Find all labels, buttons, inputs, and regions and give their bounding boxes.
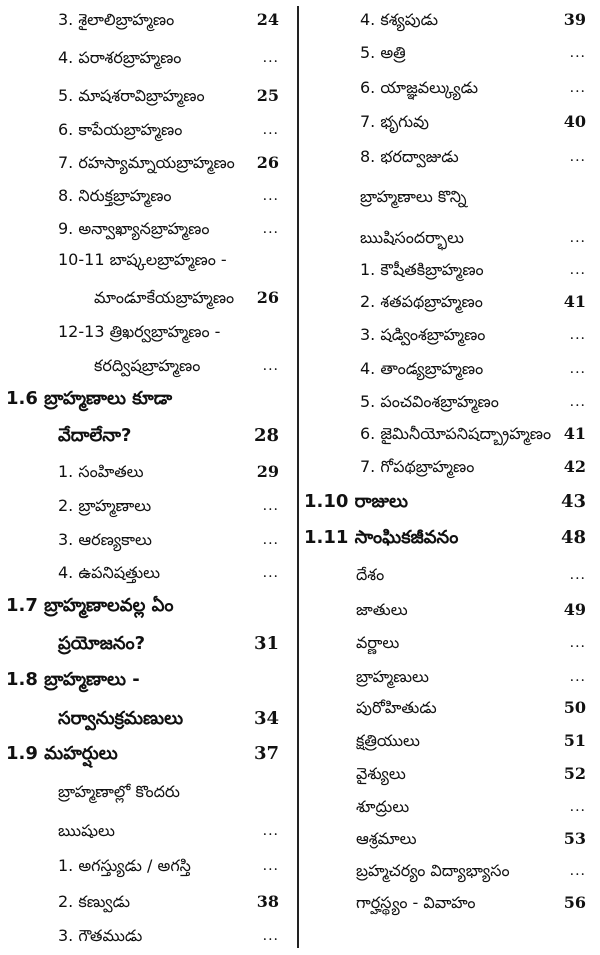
toc-page-number: ... xyxy=(569,567,586,583)
toc-entry xyxy=(356,692,437,724)
toc-entry xyxy=(58,80,205,112)
toc-entry xyxy=(58,244,227,276)
toc-entry xyxy=(356,823,417,855)
toc-entry xyxy=(58,920,142,952)
toc-page-number: 48 xyxy=(560,527,586,548)
toc-entry xyxy=(360,37,406,69)
toc-entry-title: 1. కౌషీతకిబ్రాహ్మణం xyxy=(360,260,484,279)
toc-page-number: 40 xyxy=(563,112,586,131)
toc-entry xyxy=(58,490,151,522)
toc-page-number: ... xyxy=(262,858,279,874)
toc-page-number: 28 xyxy=(253,425,279,446)
toc-page-number: ... xyxy=(569,80,586,96)
toc-entry-title: 1.9 మహర్షులు xyxy=(6,743,118,764)
toc-entry-title: శూద్రులు xyxy=(356,797,410,816)
toc-entry xyxy=(360,254,484,286)
toc-page-number: ... xyxy=(569,635,586,651)
toc-page-number: 51 xyxy=(563,731,586,750)
toc-page-number xyxy=(239,776,279,808)
toc-page-number: ... xyxy=(262,358,279,374)
toc-page-number: ... xyxy=(262,498,279,514)
toc-page-number: ... xyxy=(569,262,586,278)
toc-page-number: 29 xyxy=(256,462,279,481)
toc-page-number: 26 xyxy=(256,288,279,307)
toc-page-number: 50 xyxy=(563,698,586,717)
toc-page-number: ... xyxy=(569,669,586,685)
toc-entry-title: 4. పరాశరబ్రాహ్మణం xyxy=(58,48,182,67)
toc-entry-title: 3. గౌతముడు xyxy=(58,926,143,945)
toc-entry xyxy=(360,451,474,483)
toc-entry xyxy=(58,703,183,735)
toc-page-number: ... xyxy=(262,188,279,204)
toc-entry xyxy=(360,181,467,213)
toc-entry xyxy=(356,758,406,790)
toc-entry-title: 3. శైలాలిబ్రాహ్మణం xyxy=(58,10,175,29)
toc-entry xyxy=(360,353,483,385)
toc-page-number: ... xyxy=(569,863,586,879)
toc-entry-title: ఋషిసందర్భాలు xyxy=(360,228,464,247)
toc-entry xyxy=(58,316,220,348)
toc-entry-title: వైశ్యులు xyxy=(356,764,406,783)
toc-entry xyxy=(360,4,438,36)
toc-entry xyxy=(360,418,551,450)
toc-entry-title: వర్ణాలు xyxy=(356,633,400,652)
toc-entry-title: మాండూకేయబ్రాహ్మణం xyxy=(94,288,235,307)
toc-entry-title: 6. కాపేయబ్రాహ్మణం xyxy=(58,120,183,139)
toc-entry-title: బ్రాహ్మణులు xyxy=(356,667,429,686)
toc-entry-title: బ్రాహ్మణాలు కొన్ని xyxy=(360,187,467,206)
toc-page-number: 56 xyxy=(563,893,586,912)
toc-page-number: ... xyxy=(569,361,586,377)
toc-page-number: ... xyxy=(262,565,279,581)
toc-entry-title: కరద్విషబ్రాహ్మణం xyxy=(94,356,201,375)
toc-page-number xyxy=(546,181,586,213)
column-divider xyxy=(297,6,299,948)
toc-entry-title: 1.8 బ్రాహ్మణాలు - xyxy=(6,669,140,690)
toc-entry xyxy=(356,627,399,659)
toc-page-number: ... xyxy=(262,823,279,839)
toc-page-number: 41 xyxy=(563,292,586,311)
toc-entry xyxy=(304,522,458,554)
toc-entry-title: 5. అత్రి xyxy=(360,43,406,62)
toc-entry-title: క్షత్రియులు xyxy=(356,731,420,750)
toc-page-number xyxy=(239,664,279,696)
toc-entry xyxy=(6,664,140,696)
toc-entry xyxy=(58,42,181,74)
toc-entry xyxy=(58,180,172,212)
toc-entry xyxy=(360,222,464,254)
toc-page-number: 34 xyxy=(253,708,279,729)
toc-entry xyxy=(58,420,131,452)
toc-entry xyxy=(6,383,172,415)
toc-page-number: 39 xyxy=(563,10,586,29)
toc-entry xyxy=(360,72,478,104)
toc-entry xyxy=(360,286,483,318)
toc-entry xyxy=(356,661,429,693)
toc-entry-title: జాతులు xyxy=(356,600,408,619)
toc-entry-title: ఆశ్రమాలు xyxy=(356,829,417,848)
toc-page-number: ... xyxy=(262,532,279,548)
toc-entry xyxy=(360,319,485,351)
toc-page-number: ... xyxy=(569,394,586,410)
toc-entry-title: బ్రాహ్మణాల్లో కొందరు xyxy=(58,782,180,801)
toc-entry-title: ప్రయోజనం? xyxy=(58,633,146,654)
toc-entry-title: 1.11 సాంఘికజీవనం xyxy=(304,527,459,548)
toc-page-number: 31 xyxy=(253,633,279,654)
toc-page-number: 43 xyxy=(560,491,586,512)
toc-entry-title: 8. భరద్వాజుడు xyxy=(360,147,459,166)
toc-entry xyxy=(356,559,384,591)
toc-entry-title: 2. కణ్వుడు xyxy=(58,892,130,911)
toc-entry-title: 8. నిరుక్తబ్రాహ్మణం xyxy=(58,186,172,205)
toc-entry xyxy=(58,628,145,660)
toc-entry-title: 7. గోపథబ్రాహ్మణం xyxy=(360,457,475,476)
toc-entry xyxy=(58,456,144,488)
toc-page-number xyxy=(239,590,279,622)
toc-entry-title: 2. శతపథబ్రాహ్మణం xyxy=(360,292,483,311)
toc-page-number: ... xyxy=(569,149,586,165)
toc-entry-title: 10-11 బాష్కలబ్రాహ్మణం - xyxy=(58,250,227,269)
toc-entry xyxy=(58,776,180,808)
toc-entry-title: 12-13 త్రిఖర్వబ్రాహ్మణం - xyxy=(58,322,221,341)
toc-entry-title: వేదాలేనా? xyxy=(58,425,132,446)
toc-entry xyxy=(58,524,152,556)
toc-page-number: ... xyxy=(569,327,586,343)
toc-entry-title: 2. బ్రాహ్మణాలు xyxy=(58,496,152,515)
toc-page-number: 38 xyxy=(256,892,279,911)
toc-page-number: 49 xyxy=(563,600,586,619)
toc-entry-title: ఋషులు xyxy=(58,821,115,840)
toc-entry-title: 3. షడ్వింశబ్రాహ్మణం xyxy=(360,325,486,344)
toc-entry-title: 6. జైమినీయోపనిషద్బ్రాహ్మణం xyxy=(360,424,552,443)
toc-entry-title: 5. మాషశరావిబ్రాహ్మణం xyxy=(58,86,205,105)
toc-entry xyxy=(58,147,235,179)
toc-entry xyxy=(58,213,209,245)
toc-entry xyxy=(356,725,420,757)
toc-page-number: ... xyxy=(569,45,586,61)
toc-page-number: 24 xyxy=(256,10,279,29)
toc-page-number xyxy=(239,383,279,415)
toc-page-number: ... xyxy=(262,221,279,237)
toc-page-number: ... xyxy=(569,230,586,246)
toc-entry-title: దేశం xyxy=(356,565,385,584)
toc-entry-title: 1.10 రాజులు xyxy=(304,491,408,512)
toc-page-number: 53 xyxy=(563,829,586,848)
toc-entry-title: 7. రహస్యామ్నాయబ్రాహ్మణం xyxy=(58,153,235,172)
toc-entry xyxy=(94,350,200,382)
toc-page-number: ... xyxy=(262,928,279,944)
toc-page-number: ... xyxy=(262,122,279,138)
toc-entry-title: 1. అగస్త్యుడు / అగస్తి xyxy=(58,856,191,875)
toc-entry xyxy=(360,386,499,418)
toc-entry xyxy=(58,850,191,882)
toc-entry-title: 1.7 బ్రాహ్మణాలవల్ల ఏం xyxy=(6,595,174,616)
toc-entry-title: 1. సంహితలు xyxy=(58,462,144,481)
toc-entry-title: 3. ఆరణ్యకాలు xyxy=(58,530,152,549)
toc-entry-title: 4. తాండ్యబ్రాహ్మణం xyxy=(360,359,484,378)
toc-entry xyxy=(304,486,408,518)
toc-entry xyxy=(356,791,409,823)
toc-entry-title: 4. ఉపనిషత్తులు xyxy=(58,563,160,582)
toc-entry-title: 1.6 బ్రాహ్మణాలు కూడా xyxy=(6,388,173,409)
toc-entry xyxy=(58,557,160,589)
toc-page-number xyxy=(239,316,279,348)
toc-page-number: ... xyxy=(569,799,586,815)
toc-page-number: 25 xyxy=(256,86,279,105)
toc-entry-title: 9. అన్వాఖ్యానబ్రాహ్మణం xyxy=(58,219,210,238)
toc-page-number: 37 xyxy=(253,743,279,764)
toc-entry-title: 6. యాజ్ఞవల్క్యుడు xyxy=(360,78,478,97)
toc-entry xyxy=(360,106,429,138)
toc-entry-title: 7. భృగువు xyxy=(360,112,429,131)
toc-page-number: 26 xyxy=(256,153,279,172)
toc-entry xyxy=(356,594,408,626)
toc-entry-title: పురోహితుడు xyxy=(356,698,437,717)
toc-entry xyxy=(356,855,510,887)
toc-entry-title: 5. పంచవింశబ్రాహ్మణం xyxy=(360,392,499,411)
toc-entry xyxy=(6,590,174,622)
toc-page-number: 41 xyxy=(563,424,586,443)
toc-entry-title: 4. కశ్యపుడు xyxy=(360,10,439,29)
toc-entry xyxy=(360,141,459,173)
toc-page-number: 42 xyxy=(563,457,586,476)
toc-entry-title: బ్రహ్మచర్యం విద్యాభ్యాసం xyxy=(356,861,510,880)
toc-entry-title: సర్వానుక్రమణులు xyxy=(58,708,184,729)
toc-entry xyxy=(94,282,234,314)
toc-entry xyxy=(58,886,130,918)
toc-page-number xyxy=(239,244,279,276)
toc-entry xyxy=(58,4,174,36)
toc-entry xyxy=(6,738,118,770)
toc-entry xyxy=(58,815,115,847)
toc-entry xyxy=(356,887,476,919)
toc-page-number: ... xyxy=(262,50,279,66)
toc-entry xyxy=(58,114,182,146)
toc-page-number: 52 xyxy=(563,764,586,783)
toc-entry-title: గార్హస్థ్యం - వివాహం xyxy=(356,893,476,912)
